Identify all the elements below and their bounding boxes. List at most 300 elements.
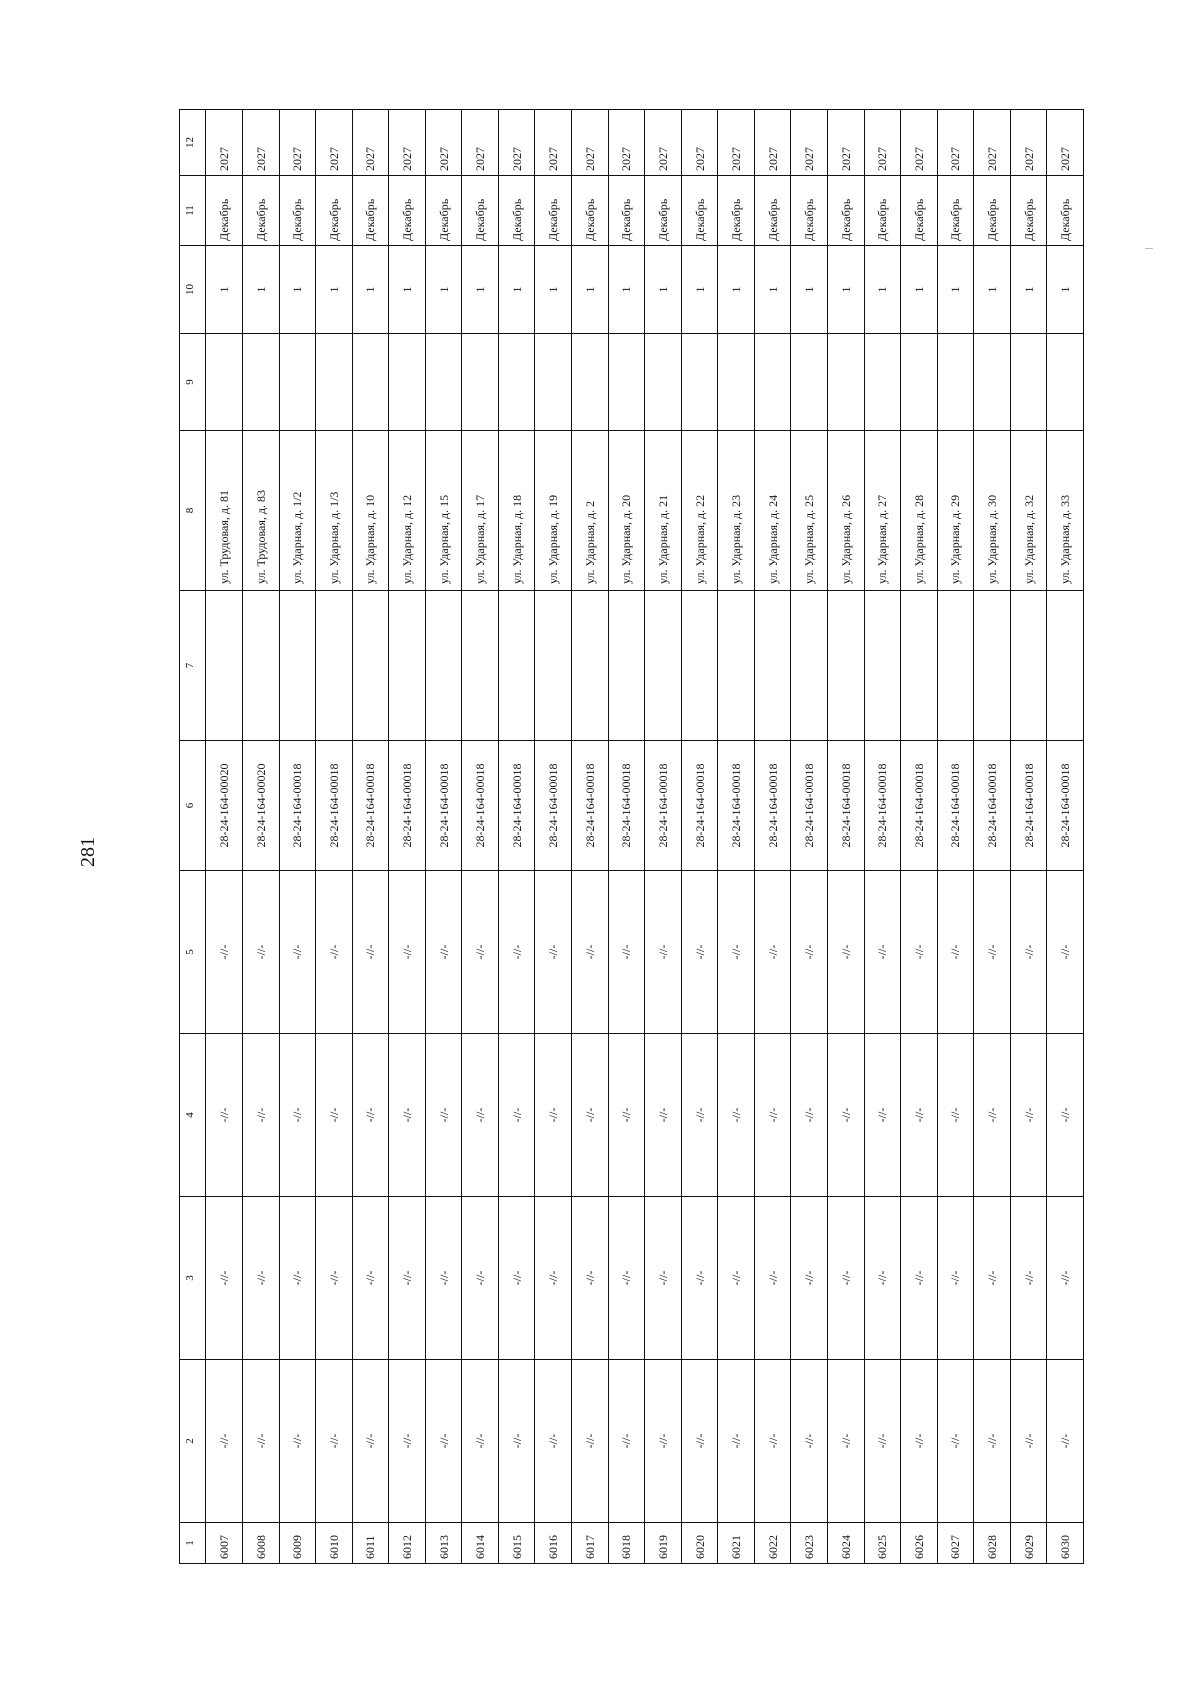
- table-row: [645, 110, 682, 1564]
- row-number: 6023: [791, 1523, 828, 1564]
- table-row: [1047, 110, 1084, 1564]
- row-number: 6009: [279, 1523, 316, 1564]
- cell-col-2: -//-: [645, 1360, 682, 1523]
- cadastral-cell: 28-24-164-00018: [498, 741, 535, 871]
- row-number: 6020: [681, 1523, 718, 1564]
- year-cell: 2027: [572, 110, 609, 176]
- column-header: 2: [180, 1360, 206, 1523]
- row-number: 6027: [937, 1523, 974, 1564]
- row-number: 6021: [718, 1523, 755, 1564]
- cell-col-2: -//-: [864, 1360, 901, 1523]
- cell-col-7: [425, 591, 462, 741]
- cell-col-5: -//-: [535, 871, 572, 1034]
- cell-col-5: -//-: [1010, 871, 1047, 1034]
- row-number: 6024: [827, 1523, 864, 1564]
- schedule-table: [179, 109, 1084, 1564]
- cell-col-4: -//-: [754, 1034, 791, 1197]
- cell-col-2: -//-: [498, 1360, 535, 1523]
- cell-col-2: -//-: [827, 1360, 864, 1523]
- column-header: 9: [180, 334, 206, 431]
- cell-col-4: -//-: [389, 1034, 426, 1197]
- row-number: 6016: [535, 1523, 572, 1564]
- address-cell: ул. Ударная, д. 32: [1010, 431, 1047, 591]
- month-cell: Декабрь: [389, 176, 426, 246]
- cell-col-4: -//-: [608, 1034, 645, 1197]
- cell-col-4: -//-: [535, 1034, 572, 1197]
- cadastral-cell: 28-24-164-00018: [754, 741, 791, 871]
- year-cell: 2027: [535, 110, 572, 176]
- address-cell: ул. Ударная, д. 1/3: [316, 431, 353, 591]
- address-cell: ул. Ударная, д. 17: [462, 431, 499, 591]
- year-cell: 2027: [718, 110, 755, 176]
- cell-col-2: -//-: [974, 1360, 1011, 1523]
- address-cell: ул. Ударная, д. 10: [352, 431, 389, 591]
- cell-col-3: -//-: [498, 1197, 535, 1360]
- cell-col-5: -//-: [242, 871, 279, 1034]
- count-cell: 1: [1010, 246, 1047, 334]
- cell-col-4: -//-: [827, 1034, 864, 1197]
- count-cell: 1: [279, 246, 316, 334]
- address-cell: ул. Ударная, д. 2: [572, 431, 609, 591]
- cell-col-5: -//-: [206, 871, 243, 1034]
- row-number: 6026: [901, 1523, 938, 1564]
- cadastral-cell: 28-24-164-00018: [352, 741, 389, 871]
- month-cell: Декабрь: [864, 176, 901, 246]
- year-cell: 2027: [974, 110, 1011, 176]
- cell-col-9: [901, 334, 938, 431]
- address-cell: ул. Ударная, д. 24: [754, 431, 791, 591]
- cadastral-cell: 28-24-164-00018: [827, 741, 864, 871]
- count-cell: 1: [645, 246, 682, 334]
- year-cell: 2027: [498, 110, 535, 176]
- table-row: [498, 110, 535, 1564]
- cell-col-2: -//-: [791, 1360, 828, 1523]
- header-row: [180, 110, 206, 1564]
- cell-col-4: -//-: [901, 1034, 938, 1197]
- cell-col-7: [645, 591, 682, 741]
- cell-col-3: -//-: [974, 1197, 1011, 1360]
- cell-col-7: [974, 591, 1011, 741]
- row-number: 6025: [864, 1523, 901, 1564]
- year-cell: 2027: [645, 110, 682, 176]
- row-number: 6022: [754, 1523, 791, 1564]
- table-row: [718, 110, 755, 1564]
- month-cell: Декабрь: [901, 176, 938, 246]
- cell-col-5: -//-: [754, 871, 791, 1034]
- cell-col-9: [608, 334, 645, 431]
- cell-col-3: -//-: [681, 1197, 718, 1360]
- year-cell: 2027: [242, 110, 279, 176]
- column-header: 3: [180, 1197, 206, 1360]
- month-cell: Декабрь: [974, 176, 1011, 246]
- column-header: 11: [180, 176, 206, 246]
- cell-col-5: -//-: [681, 871, 718, 1034]
- cell-col-5: -//-: [389, 871, 426, 1034]
- year-cell: 2027: [1010, 110, 1047, 176]
- column-header: 8: [180, 431, 206, 591]
- cell-col-3: -//-: [206, 1197, 243, 1360]
- table-body: [180, 110, 1084, 1564]
- cell-col-9: [974, 334, 1011, 431]
- year-cell: 2027: [827, 110, 864, 176]
- row-number: 6029: [1010, 1523, 1047, 1564]
- cell-col-4: -//-: [1047, 1034, 1084, 1197]
- cell-col-4: -//-: [681, 1034, 718, 1197]
- cell-col-5: -//-: [279, 871, 316, 1034]
- count-cell: 1: [572, 246, 609, 334]
- cell-col-3: -//-: [389, 1197, 426, 1360]
- month-cell: Декабрь: [754, 176, 791, 246]
- address-cell: ул. Ударная, д. 23: [718, 431, 755, 591]
- cell-col-4: -//-: [352, 1034, 389, 1197]
- column-header: 6: [180, 741, 206, 871]
- cadastral-cell: 28-24-164-00018: [1010, 741, 1047, 871]
- cell-col-5: -//-: [827, 871, 864, 1034]
- cadastral-cell: 28-24-164-00018: [791, 741, 828, 871]
- cell-col-2: -//-: [681, 1360, 718, 1523]
- cell-col-7: [352, 591, 389, 741]
- cell-col-9: [498, 334, 535, 431]
- cell-col-5: -//-: [608, 871, 645, 1034]
- cell-col-7: [242, 591, 279, 741]
- cell-col-7: [535, 591, 572, 741]
- cell-col-2: -//-: [462, 1360, 499, 1523]
- cell-col-3: -//-: [791, 1197, 828, 1360]
- cell-col-9: [681, 334, 718, 431]
- row-number: 6010: [316, 1523, 353, 1564]
- cell-col-5: -//-: [718, 871, 755, 1034]
- cell-col-9: [718, 334, 755, 431]
- table-row: [206, 110, 243, 1564]
- cell-col-7: [279, 591, 316, 741]
- cell-col-2: -//-: [1047, 1360, 1084, 1523]
- cadastral-cell: 28-24-164-00018: [425, 741, 462, 871]
- rotated-table-wrapper: [179, 110, 1084, 1564]
- cell-col-4: -//-: [937, 1034, 974, 1197]
- count-cell: 1: [864, 246, 901, 334]
- cell-col-2: -//-: [718, 1360, 755, 1523]
- column-header: 12: [180, 110, 206, 176]
- cell-col-9: [316, 334, 353, 431]
- table-row: [462, 110, 499, 1564]
- table-row: [864, 110, 901, 1564]
- cell-col-5: -//-: [937, 871, 974, 1034]
- cadastral-cell: 28-24-164-00018: [901, 741, 938, 871]
- table-row: [901, 110, 938, 1564]
- cell-col-4: -//-: [242, 1034, 279, 1197]
- cell-col-2: -//-: [425, 1360, 462, 1523]
- count-cell: 1: [498, 246, 535, 334]
- cell-col-2: -//-: [535, 1360, 572, 1523]
- row-number: 6011: [352, 1523, 389, 1564]
- count-cell: 1: [681, 246, 718, 334]
- table-row: [681, 110, 718, 1564]
- cell-col-3: -//-: [754, 1197, 791, 1360]
- month-cell: Декабрь: [316, 176, 353, 246]
- table-row: [827, 110, 864, 1564]
- cadastral-cell: 28-24-164-00018: [389, 741, 426, 871]
- cell-col-3: -//-: [718, 1197, 755, 1360]
- cell-col-7: [864, 591, 901, 741]
- table-row: [1010, 110, 1047, 1564]
- cell-col-3: -//-: [1047, 1197, 1084, 1360]
- cell-col-2: -//-: [608, 1360, 645, 1523]
- count-cell: 1: [791, 246, 828, 334]
- row-number: 6018: [608, 1523, 645, 1564]
- column-header: 5: [180, 871, 206, 1034]
- cell-col-7: [1010, 591, 1047, 741]
- count-cell: 1: [827, 246, 864, 334]
- cadastral-cell: 28-24-164-00018: [645, 741, 682, 871]
- year-cell: 2027: [791, 110, 828, 176]
- column-header: 1: [180, 1523, 206, 1564]
- cell-col-3: -//-: [937, 1197, 974, 1360]
- row-number: 6015: [498, 1523, 535, 1564]
- table-row: [937, 110, 974, 1564]
- year-cell: 2027: [352, 110, 389, 176]
- table-row: [279, 110, 316, 1564]
- month-cell: Декабрь: [206, 176, 243, 246]
- row-number: 6007: [206, 1523, 243, 1564]
- table-row: [974, 110, 1011, 1564]
- cell-col-7: [316, 591, 353, 741]
- cell-col-5: -//-: [498, 871, 535, 1034]
- address-cell: ул. Ударная, д. 28: [901, 431, 938, 591]
- count-cell: 1: [316, 246, 353, 334]
- cell-col-4: -//-: [572, 1034, 609, 1197]
- cell-col-4: -//-: [425, 1034, 462, 1197]
- cell-col-4: -//-: [864, 1034, 901, 1197]
- address-cell: ул. Ударная, д. 15: [425, 431, 462, 591]
- row-number: 6030: [1047, 1523, 1084, 1564]
- address-cell: ул. Ударная, д. 22: [681, 431, 718, 591]
- cell-col-9: [791, 334, 828, 431]
- cell-col-7: [608, 591, 645, 741]
- cell-col-3: -//-: [1010, 1197, 1047, 1360]
- cell-col-9: [645, 334, 682, 431]
- year-cell: 2027: [279, 110, 316, 176]
- count-cell: 1: [425, 246, 462, 334]
- address-cell: ул. Ударная, д. 18: [498, 431, 535, 591]
- cell-col-9: [572, 334, 609, 431]
- cadastral-cell: 28-24-164-00018: [608, 741, 645, 871]
- cell-col-2: -//-: [206, 1360, 243, 1523]
- month-cell: Декабрь: [535, 176, 572, 246]
- month-cell: Декабрь: [279, 176, 316, 246]
- month-cell: Декабрь: [791, 176, 828, 246]
- address-cell: ул. Ударная, д. 27: [864, 431, 901, 591]
- cell-col-4: -//-: [462, 1034, 499, 1197]
- cell-col-9: [1010, 334, 1047, 431]
- cell-col-2: -//-: [1010, 1360, 1047, 1523]
- cell-col-3: -//-: [645, 1197, 682, 1360]
- year-cell: 2027: [864, 110, 901, 176]
- cell-col-9: [1047, 334, 1084, 431]
- count-cell: 1: [389, 246, 426, 334]
- address-cell: ул. Ударная, д. 30: [974, 431, 1011, 591]
- cadastral-cell: 28-24-164-00018: [316, 741, 353, 871]
- cell-col-4: -//-: [791, 1034, 828, 1197]
- month-cell: Декабрь: [827, 176, 864, 246]
- count-cell: 1: [937, 246, 974, 334]
- month-cell: Декабрь: [681, 176, 718, 246]
- cell-col-2: -//-: [572, 1360, 609, 1523]
- row-number: 6013: [425, 1523, 462, 1564]
- month-cell: Декабрь: [425, 176, 462, 246]
- cell-col-7: [498, 591, 535, 741]
- count-cell: 1: [352, 246, 389, 334]
- table-row: [791, 110, 828, 1564]
- cell-col-9: [389, 334, 426, 431]
- month-cell: Декабрь: [1047, 176, 1084, 246]
- cadastral-cell: 28-24-164-00018: [864, 741, 901, 871]
- cell-col-9: [462, 334, 499, 431]
- column-header: 10: [180, 246, 206, 334]
- cell-col-7: [827, 591, 864, 741]
- cell-col-7: [754, 591, 791, 741]
- cell-col-3: -//-: [901, 1197, 938, 1360]
- cell-col-9: [754, 334, 791, 431]
- month-cell: Декабрь: [608, 176, 645, 246]
- cell-col-4: -//-: [1010, 1034, 1047, 1197]
- row-number: 6028: [974, 1523, 1011, 1564]
- year-cell: 2027: [389, 110, 426, 176]
- cell-col-3: -//-: [462, 1197, 499, 1360]
- cell-col-2: -//-: [242, 1360, 279, 1523]
- table-row: [389, 110, 426, 1564]
- cell-col-4: -//-: [974, 1034, 1011, 1197]
- cell-col-3: -//-: [425, 1197, 462, 1360]
- cell-col-7: [937, 591, 974, 741]
- cell-col-9: [279, 334, 316, 431]
- cell-col-7: [681, 591, 718, 741]
- cell-col-5: -//-: [572, 871, 609, 1034]
- cadastral-cell: 28-24-164-00018: [681, 741, 718, 871]
- count-cell: 1: [535, 246, 572, 334]
- cell-col-5: -//-: [1047, 871, 1084, 1034]
- column-header: 4: [180, 1034, 206, 1197]
- month-cell: Декабрь: [1010, 176, 1047, 246]
- address-cell: ул. Ударная, д. 19: [535, 431, 572, 591]
- cell-col-2: -//-: [901, 1360, 938, 1523]
- count-cell: 1: [242, 246, 279, 334]
- cell-col-5: -//-: [425, 871, 462, 1034]
- table-row: [572, 110, 609, 1564]
- address-cell: ул. Ударная, д. 1/2: [279, 431, 316, 591]
- address-cell: ул. Ударная, д. 33: [1047, 431, 1084, 591]
- year-cell: 2027: [681, 110, 718, 176]
- cell-col-2: -//-: [754, 1360, 791, 1523]
- cadastral-cell: 28-24-164-00018: [279, 741, 316, 871]
- cell-col-5: -//-: [864, 871, 901, 1034]
- table-row: [242, 110, 279, 1564]
- cell-col-3: -//-: [535, 1197, 572, 1360]
- year-cell: 2027: [1047, 110, 1084, 176]
- cell-col-7: [572, 591, 609, 741]
- cell-col-3: -//-: [572, 1197, 609, 1360]
- cadastral-cell: 28-24-164-00018: [974, 741, 1011, 871]
- cell-col-7: [206, 591, 243, 741]
- page-number: 281: [77, 837, 99, 867]
- cell-col-2: -//-: [316, 1360, 353, 1523]
- cell-col-4: -//-: [279, 1034, 316, 1197]
- table-row: [425, 110, 462, 1564]
- address-cell: ул. Ударная, д. 25: [791, 431, 828, 591]
- cell-col-3: -//-: [242, 1197, 279, 1360]
- cadastral-cell: 28-24-164-00018: [1047, 741, 1084, 871]
- cell-col-3: -//-: [279, 1197, 316, 1360]
- cell-col-5: -//-: [645, 871, 682, 1034]
- address-cell: ул. Ударная, д. 20: [608, 431, 645, 591]
- count-cell: 1: [901, 246, 938, 334]
- address-cell: ул. Трудовая, д. 83: [242, 431, 279, 591]
- month-cell: Декабрь: [572, 176, 609, 246]
- row-number: 6019: [645, 1523, 682, 1564]
- row-number: 6014: [462, 1523, 499, 1564]
- year-cell: 2027: [462, 110, 499, 176]
- address-cell: ул. Ударная, д. 26: [827, 431, 864, 591]
- address-cell: ул. Ударная, д. 21: [645, 431, 682, 591]
- count-cell: 1: [718, 246, 755, 334]
- month-cell: Декабрь: [718, 176, 755, 246]
- cadastral-cell: 28-24-164-00018: [462, 741, 499, 871]
- cadastral-cell: 28-24-164-00018: [572, 741, 609, 871]
- cell-col-9: [242, 334, 279, 431]
- count-cell: 1: [974, 246, 1011, 334]
- cell-col-9: [352, 334, 389, 431]
- cell-col-2: -//-: [279, 1360, 316, 1523]
- year-cell: 2027: [937, 110, 974, 176]
- month-cell: Декабрь: [937, 176, 974, 246]
- year-cell: 2027: [206, 110, 243, 176]
- cell-col-5: -//-: [316, 871, 353, 1034]
- cadastral-cell: 28-24-164-00018: [937, 741, 974, 871]
- cell-col-2: -//-: [937, 1360, 974, 1523]
- cell-col-9: [827, 334, 864, 431]
- year-cell: 2027: [316, 110, 353, 176]
- row-number: 6008: [242, 1523, 279, 1564]
- column-header: 7: [180, 591, 206, 741]
- cell-col-7: [462, 591, 499, 741]
- table-row: [316, 110, 353, 1564]
- month-cell: Декабрь: [645, 176, 682, 246]
- cell-col-3: -//-: [316, 1197, 353, 1360]
- year-cell: 2027: [608, 110, 645, 176]
- count-cell: 1: [462, 246, 499, 334]
- cadastral-cell: 28-24-164-00020: [242, 741, 279, 871]
- cell-col-4: -//-: [498, 1034, 535, 1197]
- cell-col-7: [389, 591, 426, 741]
- address-cell: ул. Трудовая, д. 81: [206, 431, 243, 591]
- table-row: [754, 110, 791, 1564]
- cell-col-5: -//-: [352, 871, 389, 1034]
- cell-col-4: -//-: [316, 1034, 353, 1197]
- cell-col-9: [425, 334, 462, 431]
- cadastral-cell: 28-24-164-00018: [718, 741, 755, 871]
- cadastral-cell: 28-24-164-00020: [206, 741, 243, 871]
- year-cell: 2027: [901, 110, 938, 176]
- count-cell: 1: [608, 246, 645, 334]
- cell-col-4: -//-: [718, 1034, 755, 1197]
- cell-col-9: [535, 334, 572, 431]
- month-cell: Декабрь: [498, 176, 535, 246]
- month-cell: Декабрь: [242, 176, 279, 246]
- count-cell: 1: [754, 246, 791, 334]
- cadastral-cell: 28-24-164-00018: [535, 741, 572, 871]
- cell-col-4: -//-: [206, 1034, 243, 1197]
- year-cell: 2027: [754, 110, 791, 176]
- count-cell: 1: [206, 246, 243, 334]
